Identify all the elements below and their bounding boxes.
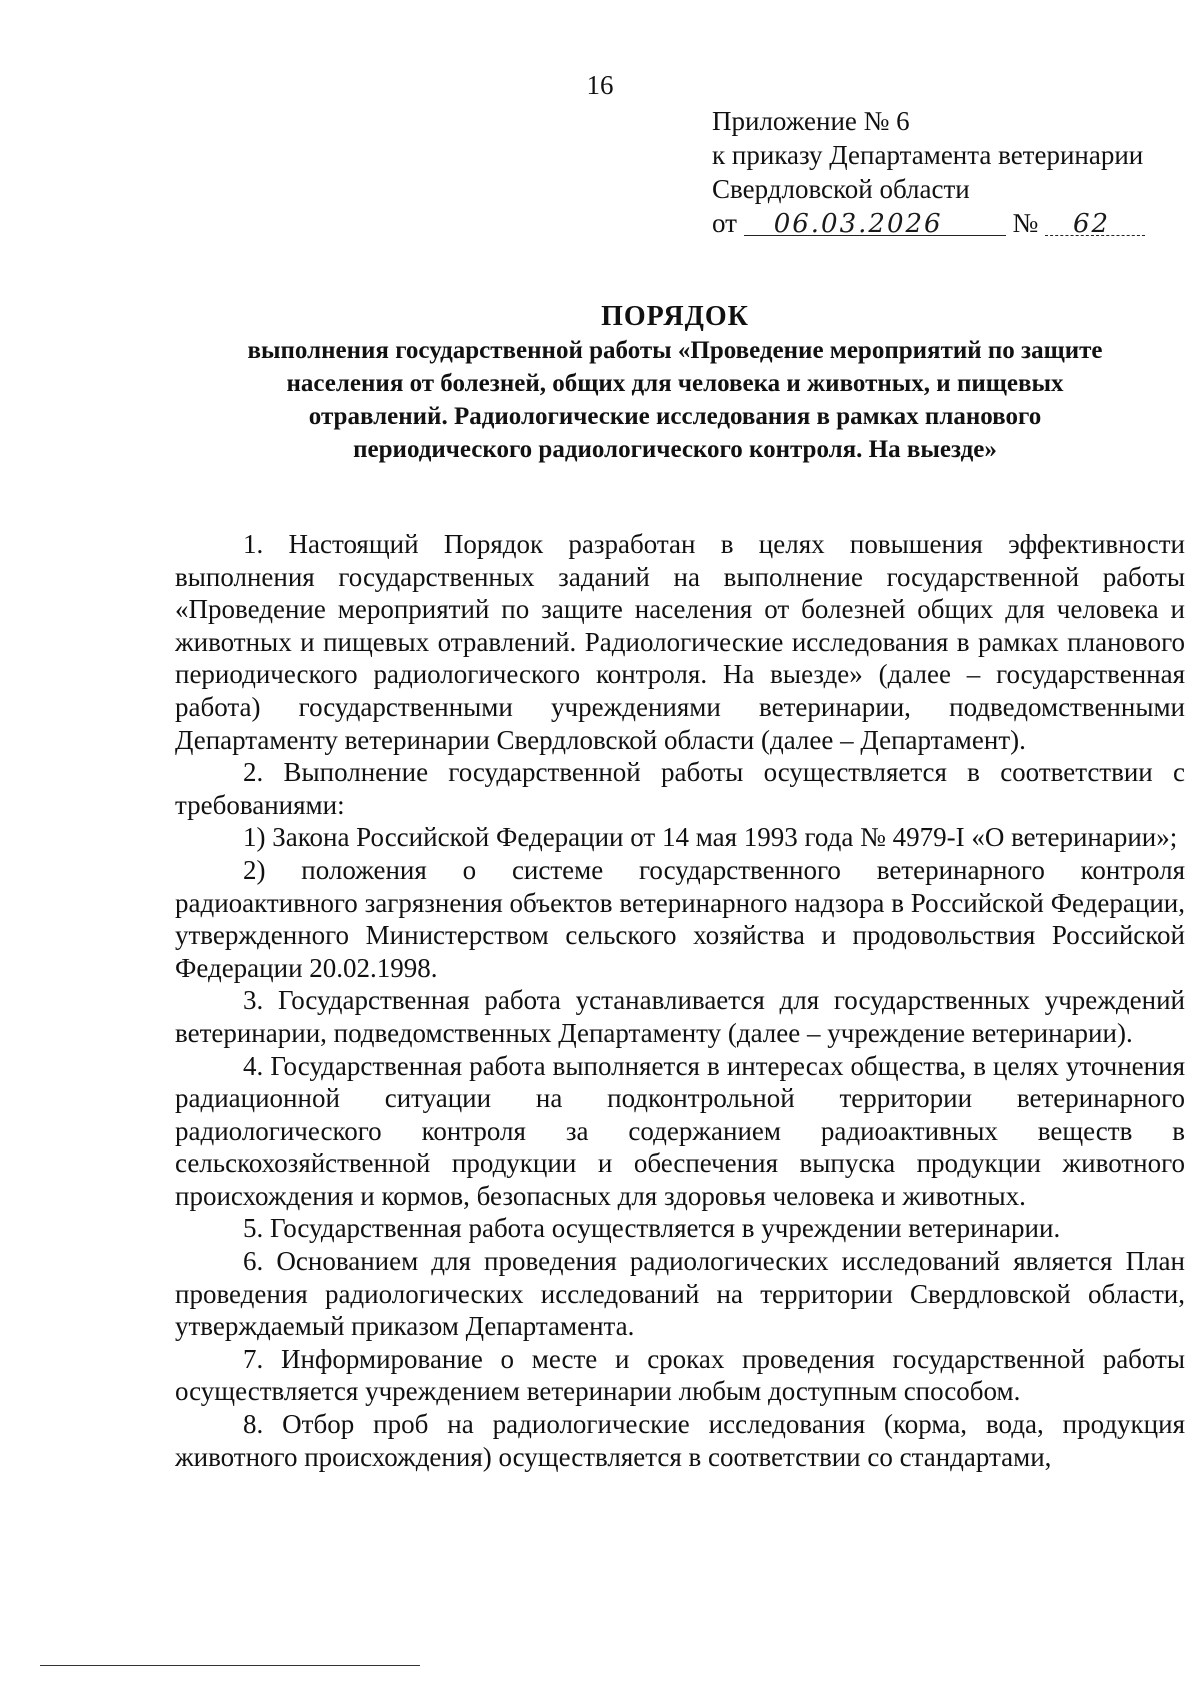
appendix-line-3: Свердловской области [712, 174, 970, 204]
order-number-field [1045, 206, 1145, 239]
title-main: ПОРЯДОК [601, 301, 749, 332]
appendix-header [712, 104, 1145, 240]
number-prefix: № [1012, 208, 1039, 238]
title-sub-line-4: периодического радиологического контроля. На выезде» [353, 436, 997, 463]
order-date-field [744, 206, 1006, 239]
paragraph-5: 5. Государственная работа осуществляется в учреждении ветеринарии. [243, 1213, 1061, 1244]
paragraph-2-item-2: 2) положения о системе государственного ветеринарного контроля радиоактивного загрязнения объектов ветеринарного надзора в Российской Федерации, утвержденного Министерством сельского хозяйства и продовольствия Российской Федерации 20.02.1998. [175, 854, 1185, 983]
title-sub-line-3: отравлений. Радиологические исследования в рамках планового [308, 403, 1042, 430]
document-title [160, 300, 1190, 466]
paragraph-1: 1. Настоящий Порядок разработан в целях повышения эффективности выполнения государственных заданий на выполнение государственной работы «Проведение мероприятий по защите населения от болезней общих для человека и животных и пищевых отравлений. Радиологические исследования в рамках планового периодического радиологического контроля. На выезде» (далее – государственная работа) государственными учреждениями ветеринарии, подведомственными Департаменту ветеринарии Свердловской области (далее – Департамент). [175, 529, 1185, 755]
order-date-number-line [712, 206, 1145, 240]
paragraph-4: 4. Государственная работа выполняется в интересах общества, в целях уточнения радиационной ситуации на подконтрольной территории ветеринарного радиологического контроля за содержанием радиоактивных веществ в сельскохозяйственной продукции и обеспечения выпуска продукции животного происхождения и кормов, безопасных для здоровья человека и животных. [175, 1050, 1185, 1211]
paragraph-8: 8. Отбор проб на радиологические исследования (корма, вода, продукция животного происхождения) осуществляется в соответствии со стандартами, [175, 1409, 1185, 1472]
document-body [175, 528, 1185, 1473]
order-date-handwritten: 06.03.2026 [773, 209, 943, 239]
paragraph-2-item-1: 1) Закона Российской Федерации от 14 мая 1993 года № 4979-I «О ветеринарии»; [243, 822, 1178, 853]
paragraph-3: 3. Государственная работа устанавливается для государственных учреждений ветеринарии, подведомственных Департаменту (далее – учреждение ветеринарии). [175, 985, 1185, 1048]
appendix-line-2: к приказу Департамента ветеринарии [712, 140, 1144, 170]
appendix-line-1: Приложение № 6 [712, 106, 910, 136]
title-sub-line-1: выполнения государственной работы «Проведение мероприятий по защите [247, 337, 1103, 364]
title-sub-line-2: населения от болезней, общих для человека и животных, и пищевых [286, 370, 1064, 397]
paragraph-2: 2. Выполнение государственной работы осуществляется в соответствии с требованиями: [175, 757, 1185, 820]
footnote-divider [40, 1665, 420, 1666]
page-number: 16 [586, 70, 614, 100]
date-prefix: от [712, 208, 737, 238]
paragraph-6: 6. Основанием для проведения радиологических исследований является План проведения радиологических исследований на территории Свердловской области, утверждаемый приказом Департамента. [175, 1246, 1185, 1342]
order-number-handwritten: 62 [1072, 209, 1111, 239]
paragraph-7: 7. Информирование о месте и сроках проведения государственной работы осуществляется учреждением ветеринарии любым доступным способом. [175, 1343, 1185, 1407]
